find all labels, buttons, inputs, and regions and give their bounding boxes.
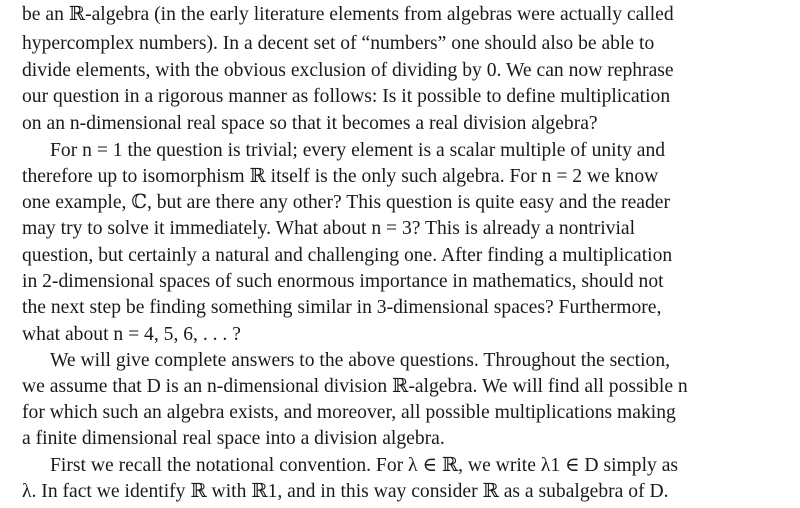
- text-line-2: hypercomplex numbers). In a decent set of “numbers” one should also be able to: [22, 33, 655, 54]
- text-line-12: the next step be finding something similar in 3-dimensional spaces? Furthermore,: [22, 297, 662, 318]
- text-line-11: in 2-dimensional spaces of such enormous importance in mathematics, should not: [22, 271, 664, 292]
- text-line-10: question, but certainly a natural and challenging one. After finding a multiplication: [22, 245, 673, 266]
- text-line-1: be an ℝ-algebra (in the early literature elements from algebras were actually called: [22, 4, 674, 25]
- text-line-4: our question in a rigorous manner as follows: Is it possible to define multiplication: [22, 86, 671, 107]
- text-line-6: For n = 1 the question is trivial; every element is a scalar multiple of unity and: [50, 140, 666, 161]
- text-line-19: λ. In fact we identify ℝ with ℝ1, and in this way consider ℝ as a subalgebra of D.: [22, 481, 669, 502]
- text-line-18: First we recall the notational convention. For λ ∈ ℝ, we write λ1 ∈ D simply as: [50, 455, 679, 476]
- text-line-7: therefore up to isomorphism ℝ itself is the only such algebra. For n = 2 we know: [22, 166, 659, 187]
- text-line-17: a finite dimensional real space into a division algebra.: [22, 428, 445, 449]
- text-line-14: We will give complete answers to the above questions. Throughout the section,: [50, 350, 671, 371]
- text-line-3: divide elements, with the obvious exclusion of dividing by 0. We can now rephrase: [22, 60, 674, 81]
- text-line-13: what about n = 4, 5, 6, . . . ?: [22, 324, 241, 345]
- text-line-15: we assume that D is an n-dimensional division ℝ-algebra. We will find all possible n: [22, 376, 688, 397]
- text-line-8: one example, ℂ, but are there any other? This question is quite easy and the reader: [22, 192, 670, 213]
- text-line-16: for which such an algebra exists, and moreover, all possible multiplications making: [22, 402, 676, 423]
- text-line-9: may try to solve it immediately. What about n = 3? This is already a nontrivial: [22, 218, 636, 239]
- text-line-5: on an n-dimensional real space so that it becomes a real division algebra?: [22, 113, 598, 134]
